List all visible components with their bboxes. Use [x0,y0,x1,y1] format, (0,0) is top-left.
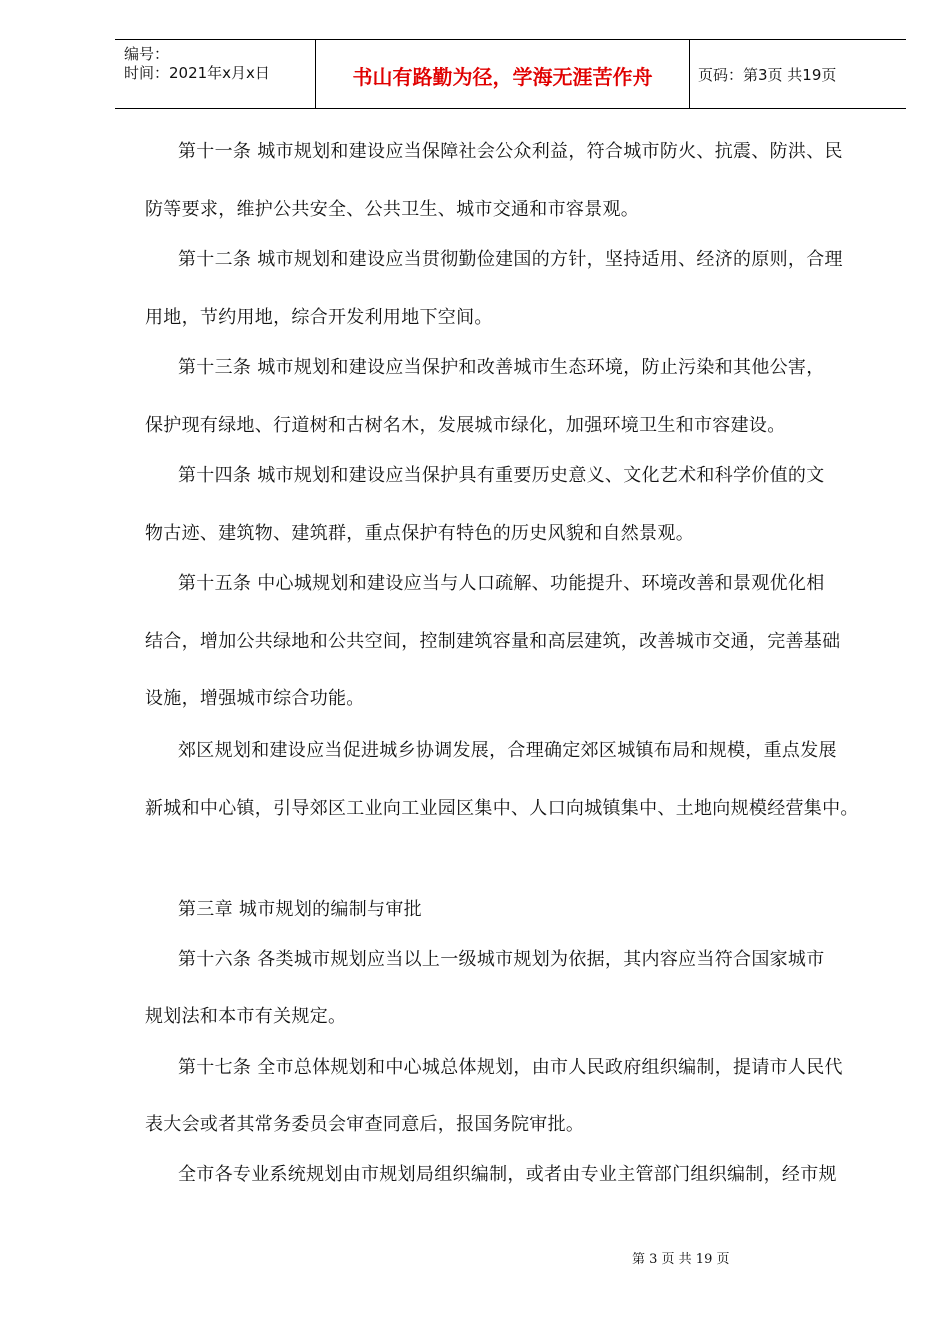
paragraph-line: 表大会或者其常务委员会审查同意后，报国务院审批。 [145,1114,585,1135]
serial-label: 编号： [124,45,170,63]
paragraph-line: 第十二条 城市规划和建设应当贯彻勤俭建国的方针，坚持适用、经济的原则，合理 [178,249,843,270]
paragraph-line: 物古迹、建筑物、建筑群，重点保护有特色的历史风貌和自然景观。 [145,523,694,544]
page-header [115,39,906,109]
header-page-info: 页码：第3页 共19页 [698,66,837,84]
paragraph-line: 第十三条 城市规划和建设应当保护和改善城市生态环境，防止污染和其他公害， [178,357,825,378]
time-label: 时间：2021年x月x日 [124,64,270,82]
header-page-cell [690,40,906,108]
header-meta-cell [115,40,316,108]
paragraph-line: 防等要求，维护公共安全、公共卫生、城市交通和市容景观。 [145,199,640,220]
paragraph-line: 全市各专业系统规划由市规划局组织编制，或者由专业主管部门组织编制，经市规 [178,1164,837,1185]
paragraph-line: 第十一条 城市规划和建设应当保障社会公众利益，符合城市防火、抗震、防洪、民 [178,141,843,162]
paragraph-line: 结合，增加公共绿地和公共空间，控制建筑容量和高层建筑，改善城市交通，完善基础 [145,631,841,652]
page-footer: 第 3 页 共 19 页 [632,1252,730,1267]
paragraph-line: 设施，增强城市综合功能。 [145,688,365,709]
paragraph-line: 保护现有绿地、行道树和古树名木，发展城市绿化，加强环境卫生和市容建设。 [145,415,786,436]
header-slogan-cell [316,40,690,108]
paragraph-line: 第十四条 城市规划和建设应当保护具有重要历史意义、文化艺术和科学价值的文 [178,465,825,486]
paragraph-line: 第十六条 各类城市规划应当以上一级城市规划为依据，其内容应当符合国家城市 [178,949,825,970]
paragraph-line: 郊区规划和建设应当促进城乡协调发展，合理确定郊区城镇布局和规模，重点发展 [178,740,837,761]
paragraph-line: 第十七条 全市总体规划和中心城总体规划，由市人民政府组织编制，提请市人民代 [178,1057,843,1078]
paragraph-line: 规划法和本市有关规定。 [145,1006,347,1027]
header-slogan: 书山有路勤为径，学海无涯苦作舟 [352,65,653,89]
paragraph-line: 用地，节约用地，综合开发利用地下空间。 [145,307,493,328]
chapter-heading: 第三章 城市规划的编制与审批 [178,899,422,920]
paragraph-line: 新城和中心镇，引导郊区工业向工业园区集中、人口向城镇集中、土地向规模经营集中。 [145,798,859,819]
paragraph-line: 第十五条 中心城规划和建设应当与人口疏解、功能提升、环境改善和景观优化相 [178,573,825,594]
